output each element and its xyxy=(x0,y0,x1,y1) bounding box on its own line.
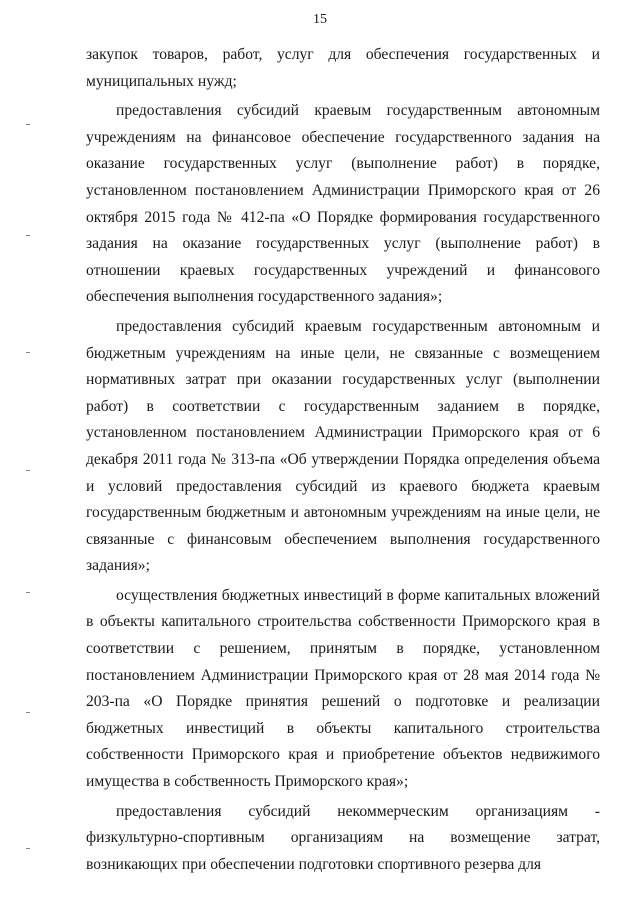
scan-margin-mark xyxy=(26,124,30,125)
scan-margin-mark xyxy=(26,470,30,471)
scan-margin-mark xyxy=(26,235,30,236)
paragraph-subsidies-other-purposes: предоставления субсидий краевым государственным автономным и бюджетным учреждениям на иные цели, не связанные с возмещением нормативных затрат при оказании государственных услуг (выполнении работ) в соответствии с государственным заданием в порядке, установленном постановлением Администрации Приморского края от 6 декабря 2011 года № 313-па «Об утверждении Порядка определения объема и условий предоставления субсидий из краевого бюджета краевым государственным бюджетным и автономным учреждениям на иные цели, не связанные с финансовым обеспечением выполнения государственного задания»; xyxy=(86,317,600,575)
page-number: 15 xyxy=(313,12,327,27)
paragraph-capital-investments: осуществления бюджетных инвестиций в форме капитальных вложений в объекты капитального строительства собственности Приморского края в соответствии с решением, принятым в порядке, установленном постановлением Администрации Приморского края от 28 мая 2014 года № 203-па «О Порядке принятия решений о подготовке и реализации бюджетных инвестиций в объекты капитального строительства собственности Приморского края и приобретение объектов недвижимого имущества в собственность Приморского края»; xyxy=(86,586,600,791)
document-body xyxy=(86,42,600,878)
paragraph-subsidies-sports: предоставления субсидий некоммерческим организациям - физкультурно-спортивным организациям на возмещение затрат, возникающих при обеспечении подготовки спортивного резерва для xyxy=(86,802,600,873)
scan-margin-mark xyxy=(26,848,30,849)
paragraph-procurement-continuation: закупок товаров, работ, услуг для обеспечения государственных и муниципальных нужд; xyxy=(86,46,600,90)
scan-margin-mark xyxy=(26,352,30,353)
paragraph-subsidies-autonomous: предоставления субсидий краевым государственным автономным учреждениям на финансовое обеспечение государственного задания на оказание государственных услуг (выполнение работ) в порядке, установленном постановлением Администрации Приморского края от 26 октября 2015 года № 412-па «О Порядке формирования государственного задания на оказание государственных услуг (выполнение работ) в отношении краевых государственных учреждений и финансового обеспечения выполнения государственного задания»; xyxy=(86,102,600,306)
scan-margin-mark xyxy=(26,592,30,593)
scan-margin-mark xyxy=(26,712,30,713)
